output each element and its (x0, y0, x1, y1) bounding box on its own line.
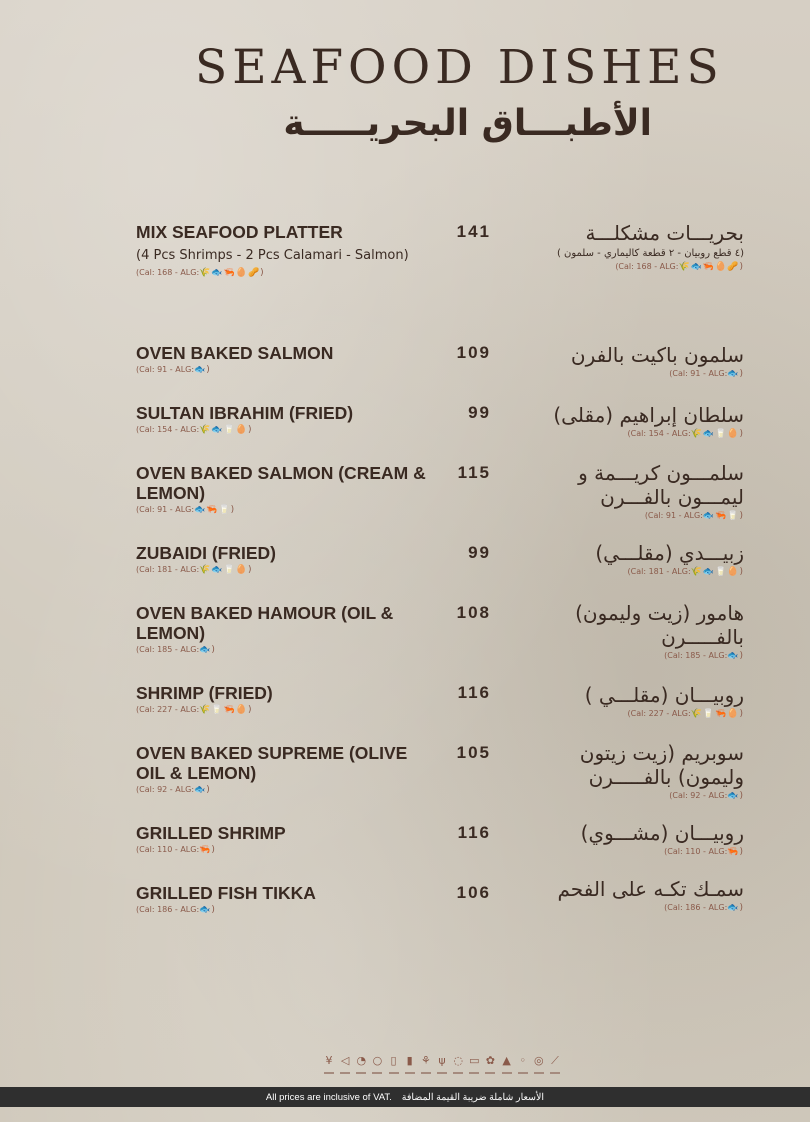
egg-icon (370, 1053, 384, 1074)
calorie-text: (Cal: 185 - ALG: (136, 645, 200, 654)
item-name-arabic: هامور (زيت وليمون) بالفـــــرن (575, 601, 744, 649)
legend-caption-mark (469, 1072, 479, 1074)
allergen-icons: 🌾🐟🥛🥚) (199, 425, 253, 435)
item-english-block (136, 823, 436, 855)
item-calories-arabic (524, 262, 744, 272)
legend-caption-mark (550, 1072, 560, 1074)
legend-glyph: ◦ (519, 1054, 526, 1067)
item-name-english: OVEN BAKED SUPREME (OLIVE OIL & LEMON) (136, 743, 408, 783)
allergen-icons: 🌾🐟🥛🥚) (690, 429, 744, 439)
calorie-text: (Cal: 91 - ALG: (136, 365, 195, 374)
allergen-icons: 🦐) (727, 847, 744, 857)
calorie-text: (Cal: 91 - ALG: (136, 505, 195, 514)
legend-glyph: ⚘ (420, 1054, 431, 1067)
item-calories-english (136, 425, 436, 435)
item-name-english: OVEN BAKED HAMOUR (OIL & LEMON) (136, 603, 394, 643)
allergen-icons: 🐟) (727, 369, 744, 379)
item-english-block (136, 603, 436, 655)
calorie-text: (Cal: 227 - ALG: (627, 709, 691, 718)
item-name-arabic: روبيـــان (مشـــوي) (580, 821, 744, 845)
allergen-icons: 🌾🐟🦐🥚🥜) (199, 268, 265, 278)
item-name-english: OVEN BAKED SALMON (CREAM & LEMON) (136, 463, 426, 503)
item-name-english: SULTAN IBRAHIM (FRIED) (136, 403, 354, 423)
legend-glyph: ○ (372, 1054, 383, 1067)
item-name-arabic: سمـك تكـه على الفحم (557, 877, 744, 901)
item-price: 99 (468, 543, 491, 562)
allergen-icons: 🐟) (727, 903, 744, 913)
allergen-icons: 🐟) (194, 785, 211, 795)
item-arabic-block (524, 221, 744, 272)
item-price: 109 (456, 343, 491, 362)
item-price: 116 (457, 683, 491, 702)
legend-caption-mark (405, 1072, 415, 1074)
legend-caption-mark (389, 1072, 399, 1074)
allergen-icons: 🌾🐟🦐🥚🥜) (678, 262, 744, 272)
item-price: 99 (468, 403, 491, 422)
legend-glyph: ◁ (340, 1054, 350, 1067)
calorie-text: (Cal: 181 - ALG: (136, 565, 200, 574)
item-calories-arabic (524, 651, 744, 661)
legend-caption-mark (437, 1072, 447, 1074)
item-calories-arabic (524, 369, 744, 379)
allergen-icons: 🐟) (727, 651, 744, 661)
calorie-text: (Cal: 186 - ALG: (136, 905, 200, 914)
calorie-text: (Cal: 154 - ALG: (627, 429, 691, 438)
legend-caption-mark (518, 1072, 528, 1074)
item-price: 105 (456, 743, 491, 762)
calorie-text: (Cal: 168 - ALG: (136, 268, 200, 277)
legend-caption-mark (324, 1072, 334, 1074)
item-name-english: OVEN BAKED SALMON (136, 343, 334, 363)
fish-icon (338, 1053, 352, 1074)
item-calories-english (136, 845, 436, 855)
item-arabic-block (524, 541, 744, 577)
feather-icon (548, 1053, 562, 1074)
vat-footer (0, 1087, 810, 1107)
legend-glyph: ⟋ (551, 1054, 559, 1067)
item-calories-english (136, 365, 436, 375)
legend-glyph: ◎ (534, 1054, 544, 1067)
legend-caption-mark (502, 1072, 512, 1074)
item-price: 106 (456, 883, 491, 902)
allergen-icons: 🌾🐟🥛🥚) (199, 565, 253, 575)
item-calories-arabic (524, 511, 744, 521)
allergen-icons: 🐟) (194, 365, 211, 375)
calorie-text: (Cal: 91 - ALG: (644, 511, 703, 520)
legend-caption-mark (421, 1072, 431, 1074)
item-price: 141 (456, 222, 491, 241)
legend-caption-mark (356, 1072, 366, 1074)
calorie-text: (Cal: 168 - ALG: (615, 262, 679, 271)
legend-caption-mark (372, 1072, 382, 1074)
item-price: 108 (456, 603, 491, 622)
calorie-text: (Cal: 92 - ALG: (669, 791, 728, 800)
item-name-english: GRILLED SHRIMP (136, 823, 286, 843)
item-english-block (136, 403, 436, 435)
bottle-icon (403, 1053, 417, 1074)
calorie-text: (Cal: 154 - ALG: (136, 425, 200, 434)
calorie-text: (Cal: 181 - ALG: (627, 567, 691, 576)
item-name-english: GRILLED FISH TIKKA (136, 883, 316, 903)
item-name-english: SHRIMP (FRIED) (136, 683, 273, 703)
item-arabic-block (524, 403, 744, 439)
item-name-arabic: زبيـــدي (مقلـــي) (595, 541, 744, 565)
item-name-arabic: سلطان إبراهيم (مقلى) (553, 403, 744, 427)
item-english-block (136, 543, 436, 575)
mustard-icon (500, 1053, 514, 1074)
item-name-arabic: روبيـــان (مقلـــي ) (584, 683, 744, 707)
item-arabic-block (524, 683, 744, 719)
item-english-block (136, 222, 436, 278)
item-calories-arabic (524, 567, 744, 577)
item-arabic-block (524, 741, 744, 801)
item-calories-english (136, 565, 436, 575)
allergen-icons: 🌾🥛🦐🥚) (199, 705, 253, 715)
legend-caption-mark (340, 1072, 350, 1074)
calorie-text: (Cal: 227 - ALG: (136, 705, 200, 714)
legend-glyph: ψ (438, 1054, 446, 1067)
nut-icon (532, 1053, 546, 1074)
milk-icon (387, 1053, 401, 1074)
jar-icon (467, 1053, 481, 1074)
legend-glyph: ▲ (502, 1054, 511, 1067)
item-name-arabic: سلمون باكيت بالفرن (570, 343, 744, 367)
page-title-english: SEAFOOD DISHES (195, 40, 724, 95)
calorie-text: (Cal: 110 - ALG: (136, 845, 200, 854)
crab-icon (354, 1053, 368, 1074)
item-calories-english (136, 705, 436, 715)
item-english-block (136, 883, 436, 915)
footer-text-arabic: الأسعار شاملة ضريبة القيمة المضافة (401, 1091, 545, 1103)
item-english-block (136, 683, 436, 715)
allergen-icons: 🐟🦐🥛) (702, 511, 744, 521)
item-price: 116 (457, 823, 491, 842)
item-price: 115 (457, 463, 491, 482)
item-english-block (136, 743, 436, 795)
legend-glyph: ▯ (390, 1054, 397, 1067)
item-calories-english (136, 905, 436, 915)
calorie-text: (Cal: 186 - ALG: (664, 903, 728, 912)
allergen-icons: 🐟) (199, 645, 216, 655)
legend-glyph: ▭ (469, 1054, 480, 1067)
allergen-icons: 🐟) (727, 791, 744, 801)
item-arabic-block (524, 601, 744, 661)
item-name-english: ZUBAIDI (FRIED) (136, 543, 276, 563)
item-name-english: MIX SEAFOOD PLATTER (136, 222, 343, 242)
calorie-text: (Cal: 110 - ALG: (664, 847, 728, 856)
legend-caption-mark (534, 1072, 544, 1074)
legend-glyph: ¥ (325, 1054, 333, 1067)
item-calories-english (136, 268, 436, 278)
item-calories-arabic (524, 847, 744, 857)
item-arabic-block (524, 461, 744, 521)
legend-caption-mark (453, 1072, 463, 1074)
item-arabic-block (524, 877, 744, 913)
item-name-arabic: سلمـــون كريـــمة و ليمـــون بالفـــرن (578, 461, 744, 509)
item-name-arabic: سوبريم (زيت زيتون وليمون) بالفـــــرن (579, 741, 744, 789)
footer-text-english: All prices are inclusive of VAT. (265, 1091, 392, 1103)
item-calories-arabic (524, 903, 744, 913)
item-english-block (136, 463, 436, 515)
peanut-icon (451, 1053, 465, 1074)
legend-glyph: ✿ (485, 1054, 496, 1067)
legend-glyph: ▮ (406, 1054, 413, 1067)
allergen-icons: 🌾🥛🦐🥚) (690, 709, 744, 719)
item-calories-english (136, 645, 436, 655)
item-calories-arabic (524, 429, 744, 439)
item-english-block (136, 343, 436, 375)
wheat-icon (322, 1053, 336, 1074)
item-description-english: (4 Pcs Shrimps - 2 Pcs Calamari - Salmon) (136, 248, 409, 263)
calorie-text: (Cal: 91 - ALG: (669, 369, 728, 378)
item-calories-english (136, 505, 436, 515)
item-calories-arabic (524, 709, 744, 719)
calorie-text: (Cal: 92 - ALG: (136, 785, 195, 794)
allergen-icons: 🌾🐟🥛🥚) (690, 567, 744, 577)
calorie-text: (Cal: 185 - ALG: (664, 651, 728, 660)
lupin-icon (483, 1053, 497, 1074)
item-arabic-block (524, 821, 744, 857)
allergen-icons: 🐟) (199, 905, 216, 915)
celery-icon (419, 1053, 433, 1074)
legend-glyph: ◌ (453, 1054, 463, 1067)
legend-glyph: ◔ (356, 1054, 367, 1067)
item-name-arabic: بحريـــات مشكلـــة (585, 221, 744, 245)
sesame-icon (516, 1053, 530, 1074)
allergen-icons: 🐟🦐🥛) (194, 505, 236, 515)
shrimp-icon (435, 1053, 449, 1074)
allergen-icons: 🦐) (199, 845, 216, 855)
item-calories-english (136, 785, 436, 795)
item-arabic-block (524, 343, 744, 379)
legend-caption-mark (485, 1072, 495, 1074)
item-calories-arabic (524, 791, 744, 801)
allergen-legend (322, 1053, 562, 1079)
page-title-arabic: الأطبـــاق البحريـــــة (283, 103, 652, 144)
item-description-arabic: (٤ قطع روبيان - ٢ قطعة كاليماري - سلمون ) (556, 248, 744, 259)
